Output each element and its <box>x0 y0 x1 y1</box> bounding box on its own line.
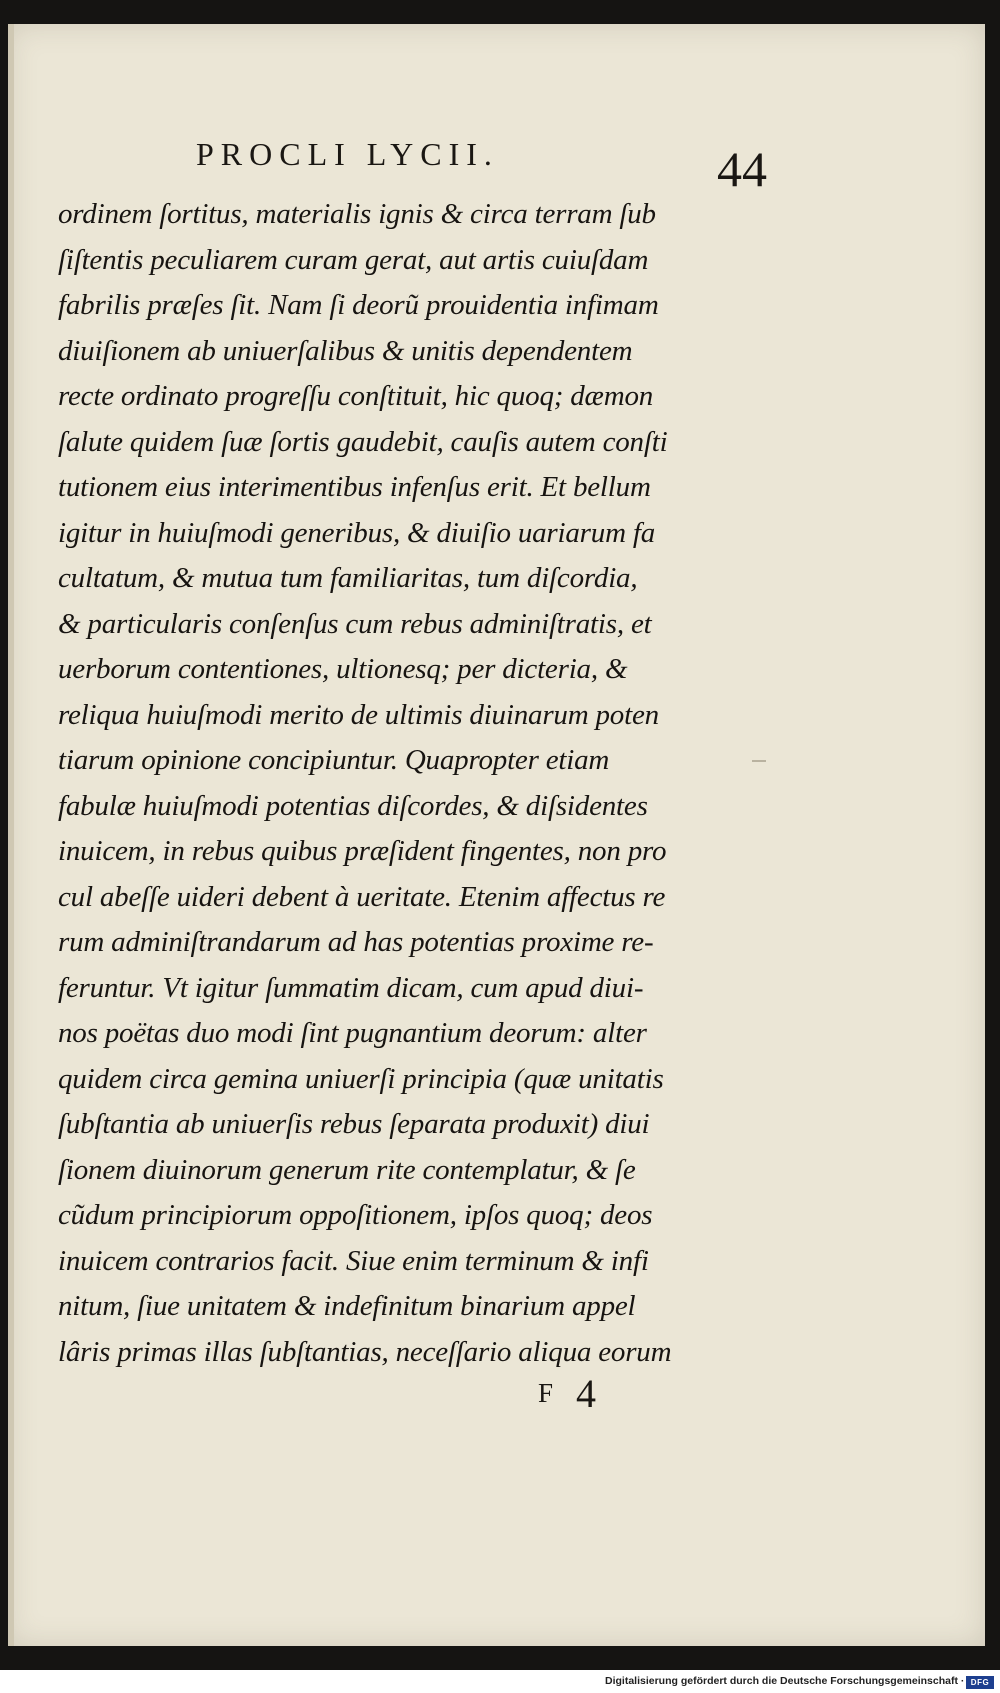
text-line: tiarum opinione concipiuntur. Quapropter etiam <box>58 744 610 776</box>
text-line: inuicem contrarios facit. Siue enim terminum & infi <box>58 1244 649 1277</box>
text-line: ſalute quidem ſuæ ſortis gaudebit, cauſis autem conſti <box>58 425 668 458</box>
text-line: igitur in huiuſmodi generibus, & diuiſio uariarum fa <box>58 516 656 549</box>
text-line: cultatum, & mutua tum familiaritas, tum diſcordia, <box>58 562 638 594</box>
text-line: cũdum principiorum oppoſitionem, ipſos quoq; deos <box>58 1199 653 1231</box>
text-line: rum adminiſtrandarum ad has potentias proxime re- <box>58 926 654 958</box>
text-line: diuiſionem ab uniuerſalibus & unitis dependentem <box>58 334 633 367</box>
text-line: nitum, ſiue unitatem & indefinitum binarium appel <box>58 1290 636 1322</box>
text-line: reliqua huiuſmodi merito de ultimis diuinarum poten <box>58 698 659 731</box>
page-edge <box>8 24 14 1646</box>
text-line: quidem circa gemina uniuerſi principia (quæ unitatis <box>58 1062 664 1095</box>
text-line: fabrilis præſes ſit. Nam ſi deorũ prouidentia infimam <box>58 289 659 321</box>
text-line: ordinem ſortitus, materialis ignis & circa terram ſub <box>58 198 656 230</box>
text-line: fabulæ huiuſmodi potentias diſcordes, & diſsidentes <box>58 789 648 822</box>
text-line: tutionem eius interimentibus infenſus erit. Et bellum <box>58 471 651 503</box>
margin-mark <box>752 760 766 762</box>
text-line: inuicem, in rebus quibus præſident fingentes, non pro <box>58 835 667 867</box>
dfg-logo: DFG <box>966 1676 994 1689</box>
text-line: ſiſtentis peculiarem curam gerat, aut artis cuiuſdam <box>58 243 649 276</box>
signature-letter: F <box>538 1378 554 1408</box>
text-line: lâris primas illas ſubſtantias, neceſſario aliqua eorum <box>58 1335 672 1368</box>
text-line: uerborum contentiones, ultionesq; per dicteria, & <box>58 653 628 685</box>
text-line: feruntur. Vt igitur ſummatim dicam, cum apud diui- <box>58 971 644 1004</box>
text-line: ſubſtantia ab uniuerſis rebus ſeparata produxit) diui <box>58 1108 650 1140</box>
running-head: PROCLI LYCII. <box>196 136 499 172</box>
text-line: cul abeſſe uideri debent à ueritate. Etenim affectus re <box>58 880 666 913</box>
body-text <box>58 192 748 1375</box>
digitization-credit: Digitalisierung gefördert durch die Deutsche Forschungsgemeinschaft · <box>605 1675 965 1687</box>
text-line: & particularis conſenſus cum rebus adminiſtratis, et <box>58 607 652 640</box>
text-line: nos poëtas duo modi ſint pugnantium deorum: alter <box>58 1017 647 1049</box>
text-line: recte ordinato progreſſu conſtituit, hic quoq; dæmon <box>58 380 654 412</box>
text-line: ſionem diuinorum generum rite contemplatur, & ſe <box>58 1153 636 1186</box>
page-number: 44 <box>717 141 767 197</box>
signature-number: 4 <box>576 1371 596 1416</box>
